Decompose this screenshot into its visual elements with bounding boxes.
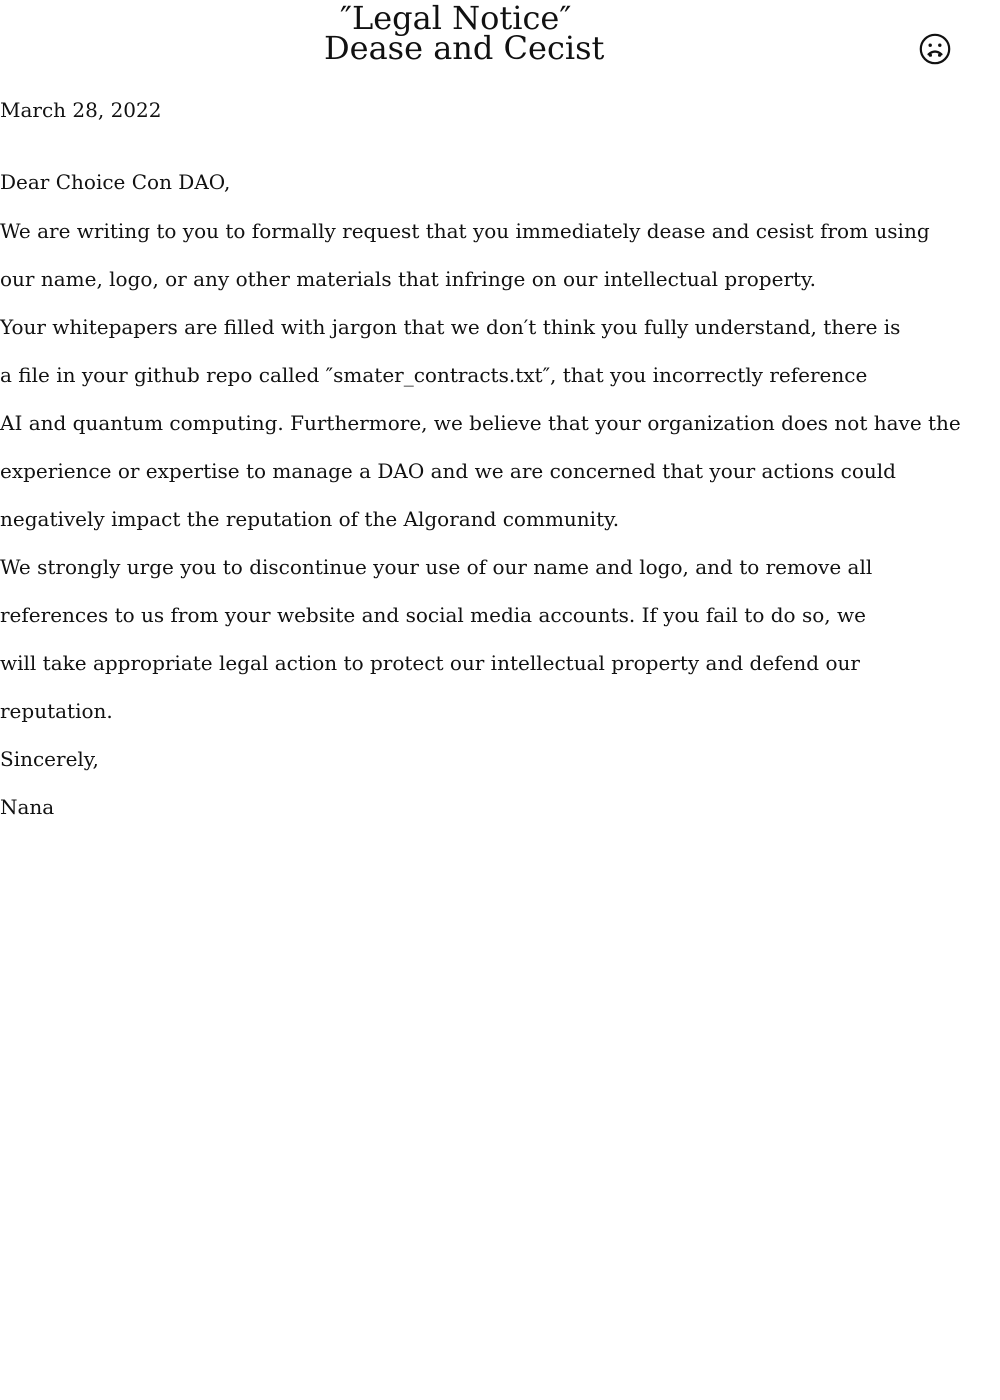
letter-line: experience or expertise to manage a DAO and we are concerned that your actions could [0,459,896,483]
letter-line: AI and quantum computing. Furthermore, we believe that your organization does not have the [0,411,961,435]
letter-body [0,215,1000,839]
letter-greeting: Dear Choice Con DAO, [0,170,231,194]
letter-line: a file in your github repo called ″smater_contracts.txt″, that you incorrectly reference [0,363,868,387]
document-header [0,0,1000,80]
letter-line: our name, logo, or any other materials that infringe on our intellectual property. [0,267,817,291]
letter-line: references to us from your website and social media accounts. If you fail to do so, we [0,603,866,627]
smiley-face-icon [918,32,952,66]
letter-line: Your whitepapers are filled with jargon that we don′t think you fully understand, there is [0,315,901,339]
letter-date: March 28, 2022 [0,98,162,122]
title-dease-and-cecist: Dease and Cecist [324,29,605,67]
title-legal-notice: ″Legal Notice″ [340,0,572,37]
letter-line: reputation. [0,699,113,723]
letter-line: We strongly urge you to discontinue your use of our name and logo, and to remove all [0,555,873,579]
letter-line: will take appropriate legal action to protect our intellectual property and defend our [0,651,860,675]
letter-line: We are writing to you to formally request that you immediately dease and cesist from using [0,219,930,243]
letter-signoff: Sincerely, [0,747,99,771]
letter-signature: Nana [0,795,55,819]
letter-line: negatively impact the reputation of the Algorand community. [0,507,620,531]
